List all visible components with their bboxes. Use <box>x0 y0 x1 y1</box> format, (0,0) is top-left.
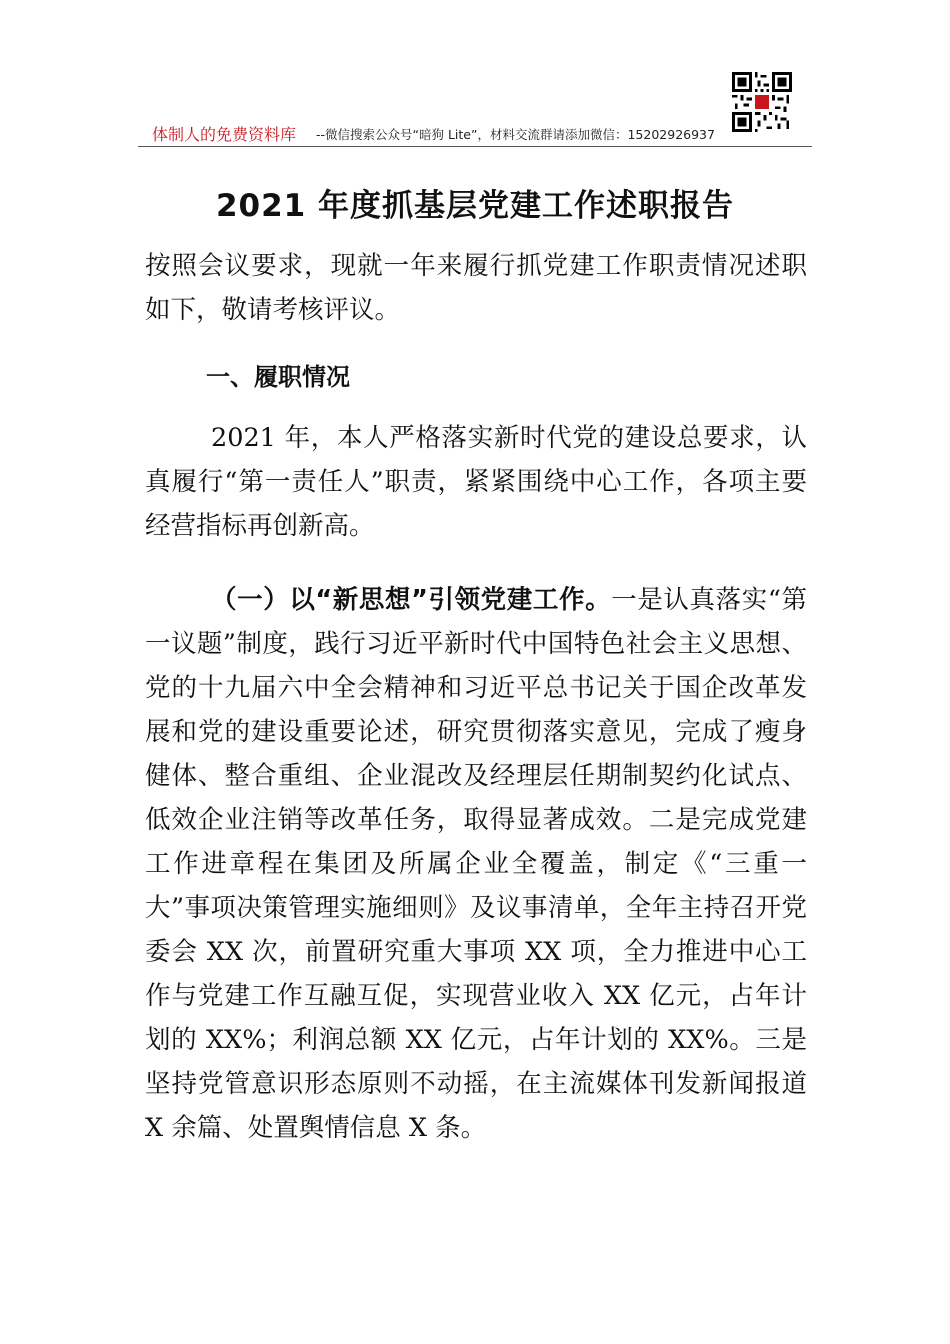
paragraph-2-lead: （一）以“新思想”引领党建工作。 <box>211 585 612 615</box>
header-note: --微信搜索公众号“暗狗 Lite”，材料交流群请添加微信：15202926937 <box>316 127 715 142</box>
page-title: 2021 年度抓基层党建工作述职报告 <box>215 188 735 224</box>
section-heading: 一、履职情况 <box>206 363 350 391</box>
qr-code-icon <box>732 72 792 132</box>
paragraph-1: 2021 年，本人严格落实新时代党的建设总要求，认真履行“第一责任人”职责，紧紧围绕中心工作，各项主要经营指标再创新高。 <box>145 423 807 541</box>
brand-text: 体制人的免费资料库 <box>152 125 297 144</box>
page-header <box>138 120 812 147</box>
paragraph-2-body: 一是认真落实“第一议题”制度，践行习近平新时代中国特色社会主义思想、党的十九届六中全会精神和习近平总书记关于国企改革发展和党的建设重要论述，研究贯彻落实意见，完成了瘦身健体、整合重组、企业混改及经理层任期制契约化试点、低效企业注销等改革任务，取得显著成效。二是完成党建工作进章程在集团及所属企业全覆盖，制定《“三重一大”事项决策管理实施细则》及议事清单，全年主持召开党委会 XX 次，前置研究重大事项 XX 项，全力推进中心工作与党建工作互融互促，实现营业收入 XX 亿元，占年计划的 XX%；利润总额 XX 亿元，占年计划的 XX%。三是坚持党管意识形态原则不动摇，在主流媒体刊发新闻报道 X 余篇、处置舆情信息 X 条。 <box>145 585 807 1143</box>
paragraph-2 <box>145 578 807 1150</box>
intro-paragraph: 按照会议要求，现就一年来履行抓党建工作职责情况述职如下，敬请考核评议。 <box>145 251 807 325</box>
